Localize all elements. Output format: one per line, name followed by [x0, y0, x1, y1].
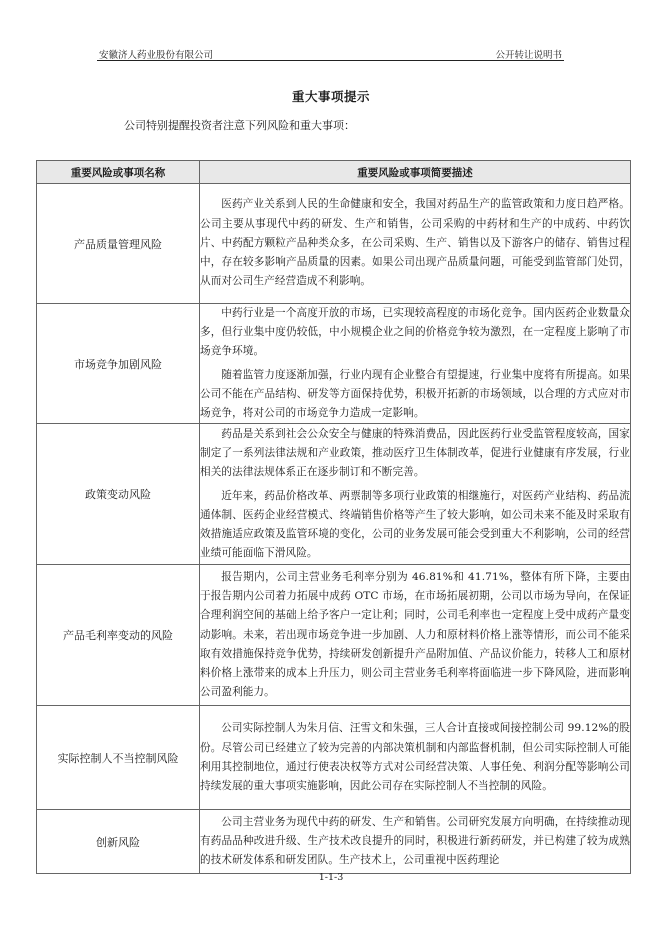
risk-description — [200, 706, 631, 810]
risk-paragraph: 药品是关系到社会公众安全与健康的特殊消费品，因此医药行业受监管程度较高，国家制定了一系列法律法规和产业政策，推动医疗卫生体制改革，促进行业健康有序发展，行业相关的法律法规体系正在逐步制订和不断完善。 — [200, 428, 630, 479]
risk-name: 市场竞争加剧风险 — [37, 304, 200, 424]
header-company: 安徽济人药业股份有限公司 — [99, 50, 214, 61]
risk-name: 实际控制人不当控制风险 — [37, 706, 200, 810]
table-row — [37, 706, 631, 810]
risk-table — [36, 160, 631, 874]
risk-paragraph: 公司实际控制人为朱月信、汪雪文和朱强，三人合计直接或间接控制公司 99.12%的股份。尽管公司已经建立了较为完善的内部决策机制和内部监督机制，但公司实际控制人可能利用其控制地位，通过行使表决权等方式对公司经营决策、人事任免、利润分配等影响公司持续发展的重大事项实施影响，因此公司存在实际控制人不当控制的风险。 — [200, 722, 630, 792]
risk-paragraph: 报告期内，公司主营业务毛利率分别为 46.81%和 41.71%，整体有所下降，主要由于报告期内公司着力拓展中成药 OTC 市场，在市场拓展初期，公司以市场为导向，在保证合理利润空间的基础上给予客户一定让利；同时，公司毛利率也一定程度上受中成药产量变动影响。未来，若出现市场竞争进一步加剧、人力和原材料价格上涨等情形，而公司不能采取有效措施保持竞争优势，持续研发创新提升产品附加值、产品议价能力，转移人工和原材料价格上涨带来的成本上升压力，则公司主营业务毛利率将面临进一步下降风险，进而影响公司盈利能力。 — [200, 571, 630, 699]
header-risk-name: 重要风险或事项名称 — [37, 161, 200, 184]
page-header — [97, 43, 564, 61]
risk-name: 创新风险 — [37, 810, 200, 874]
table-row — [37, 424, 631, 565]
header-risk-description: 重要风险或事项简要描述 — [200, 161, 631, 184]
page-title: 重大事项提示 — [291, 89, 370, 104]
risk-paragraph: 医药产业关系到人民的生命健康和安全，我国对药品生产的监管政策和力度日趋严格。公司主要从事现代中药的研发、生产和销售，公司采购的中药材和生产的中成药、中药饮片、中药配方颗粒产品种类众多，在公司采购、生产、销售以及下游客户的储存、销售过程中，存在较多影响产品质量的因素。如果公司出现产品质量问题，可能受到监管部门处罚，从而对公司生产经营造成不利影响。 — [200, 198, 630, 288]
risk-name: 政策变动风险 — [37, 424, 200, 565]
intro-text: 公司特别提醒投资者注意下列风险和重大事项： — [124, 119, 355, 132]
table-row — [37, 304, 631, 424]
page-number: 1-1-3 — [318, 872, 344, 883]
table-row — [37, 810, 631, 874]
table-header-row — [37, 161, 631, 184]
risk-description — [200, 184, 631, 304]
table-row — [37, 184, 631, 304]
risk-description — [200, 565, 631, 706]
risk-paragraph: 近年来，药品价格改革、两票制等多项行业政策的相继施行，对医药产业结构、药品流通体制、医药企业经营模式、终端销售价格等产生了较大影响，如公司未来不能及时采取有效措施适应政策及监管环境的变化，公司的业务发展可能会受到重大不利影响，公司的经营业绩可能面临下滑风险。 — [200, 489, 630, 560]
risk-paragraph: 随着监管力度逐渐加强，行业内现有企业整合有望提速，行业集中度将有所提高。如果公司不能在产品结构、研发等方面保持优势，积极开拓新的市场领域，以合理的方式应对市场竞争，将对公司的市场竞争力造成一定影响。 — [200, 368, 630, 420]
risk-description — [200, 304, 631, 424]
table-row — [37, 565, 631, 706]
risk-description — [200, 810, 631, 874]
risk-description — [200, 424, 631, 565]
risk-paragraph: 中药行业是一个高度开放的市场，已实现较高程度的市场化竞争。国内医药企业数量众多，但行业集中度仍较低，中小规模企业之间的价格竞争较为激烈，在一定程度上影响了市场竞争环境。 — [200, 307, 630, 358]
risk-paragraph: 公司主营业务为现代中药的研发、生产和销售。公司研究发展方向明确，在持续推动现有药品品种改进升级、生产技术改良提升的同时，积极进行新药研发，并已构建了较为成熟的技术研发体系和研发团队。生产技术上，公司重视中医药理论 — [200, 815, 630, 867]
risk-name: 产品质量管理风险 — [37, 184, 200, 304]
header-doc-type: 公开转让说明书 — [495, 50, 562, 61]
risk-name: 产品毛利率变动的风险 — [37, 565, 200, 706]
